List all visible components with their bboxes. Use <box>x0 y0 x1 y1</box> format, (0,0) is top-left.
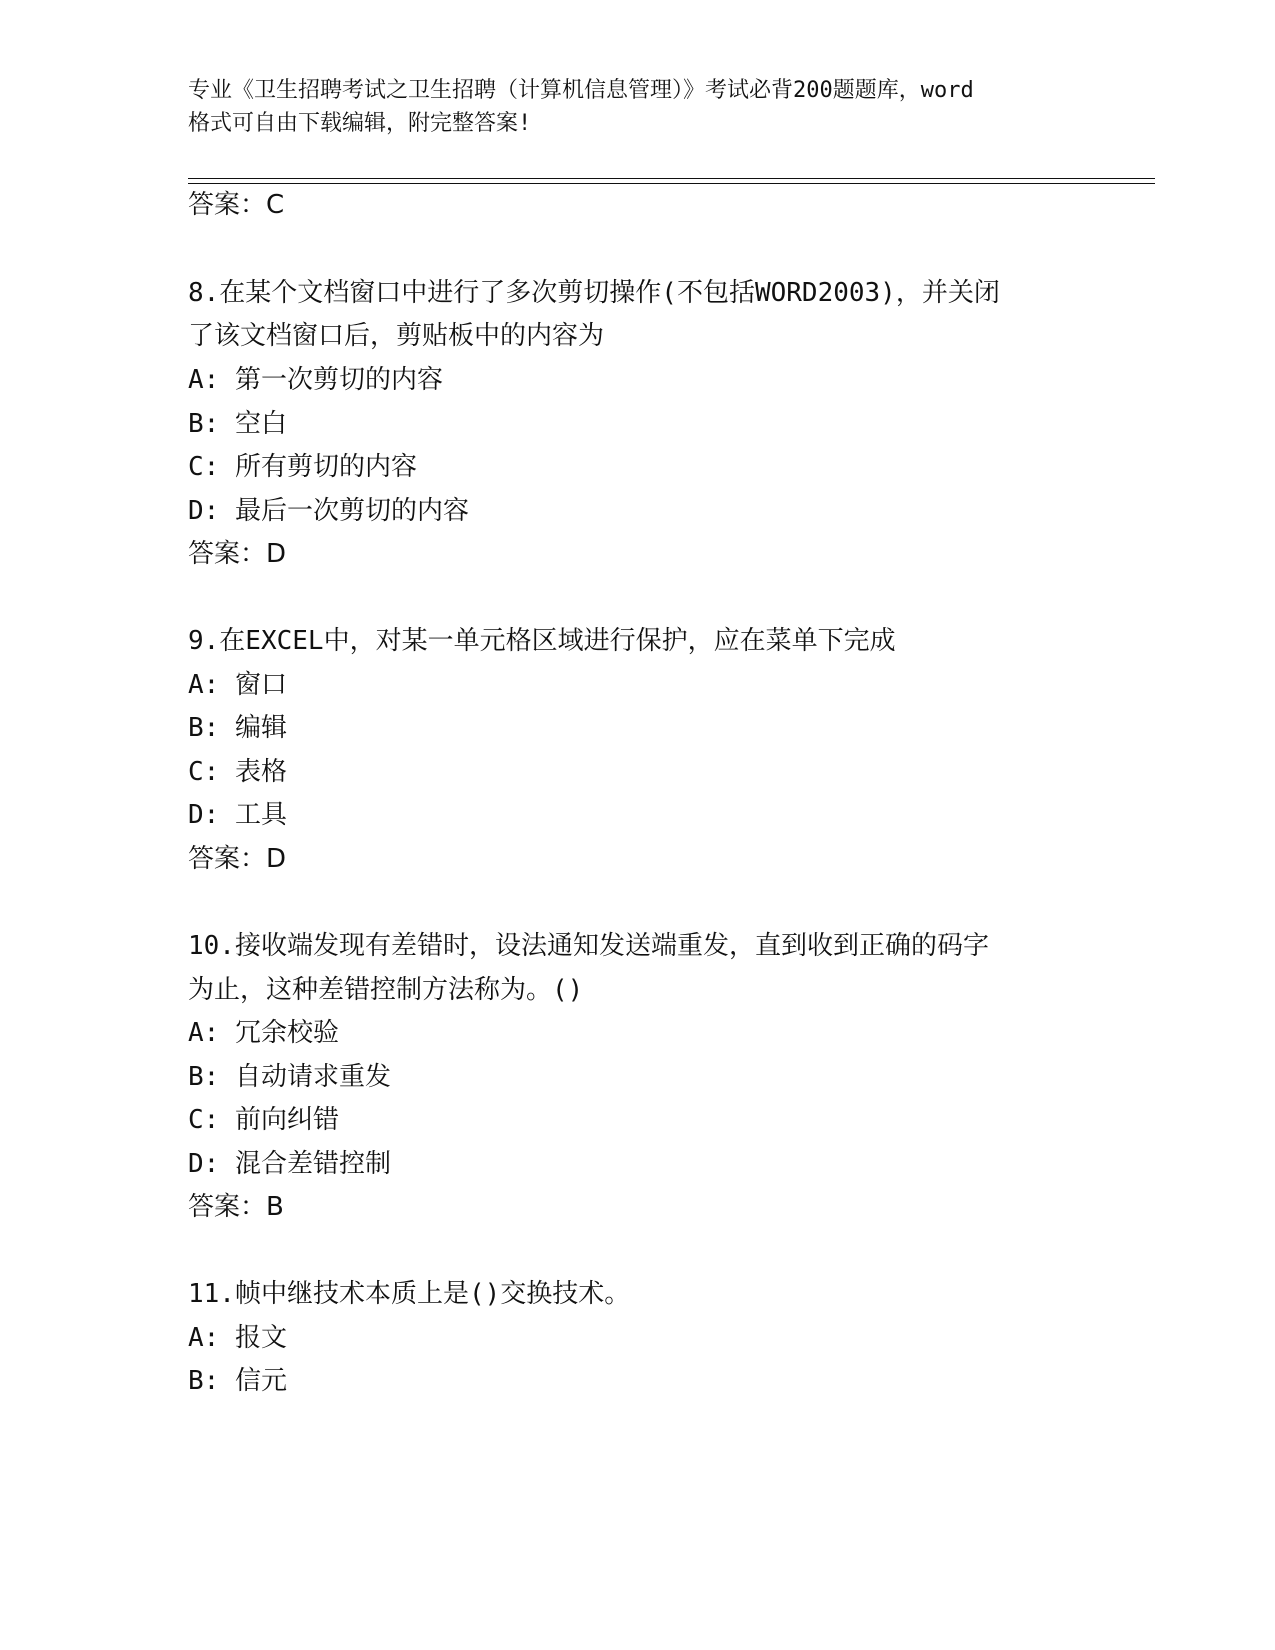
question-11-option-b: B: 信元 <box>188 1366 287 1396</box>
document-header <box>188 74 1088 140</box>
question-9-option-a: A: 窗口 <box>188 670 287 700</box>
question-11-text-line-1: 11.帧中继技术本质上是()交换技术。 <box>188 1279 631 1309</box>
question-9-option-b: B: 编辑 <box>188 713 287 743</box>
question-8-answer: 答案：D <box>188 539 287 569</box>
question-11-option-a: A: 报文 <box>188 1323 287 1353</box>
question-8-option-b: B: 空白 <box>188 409 287 439</box>
question-10-answer: 答案：B <box>188 1192 284 1222</box>
answer-line: 答案：C <box>188 190 285 220</box>
header-line-1: 专业《卫生招聘考试之卫生招聘（计算机信息管理）》考试必背200题题库，word <box>188 78 974 103</box>
header-divider-bottom <box>188 183 1155 184</box>
question-8-option-a: A: 第一次剪切的内容 <box>188 365 443 395</box>
question-8-text-line-2: 了该文档窗口后，剪贴板中的内容为 <box>188 321 605 351</box>
question-9-answer: 答案：D <box>188 844 287 874</box>
question-9-option-c: C: 表格 <box>188 757 287 787</box>
question-10-option-b: B: 自动请求重发 <box>188 1062 391 1092</box>
question-10-option-a: A: 冗余校验 <box>188 1018 339 1048</box>
question-10-option-d: D: 混合差错控制 <box>188 1149 391 1179</box>
header-line-2: 格式可自由下载编辑，附完整答案! <box>188 111 532 136</box>
question-8-option-d: D: 最后一次剪切的内容 <box>188 496 469 526</box>
question-9-option-d: D: 工具 <box>188 800 287 830</box>
question-10-text-line-2: 为止，这种差错控制方法称为。() <box>188 975 584 1005</box>
header-divider-top <box>188 178 1155 179</box>
question-8-option-c: C: 所有剪切的内容 <box>188 452 417 482</box>
question-10-option-c: C: 前向纠错 <box>188 1105 339 1135</box>
question-8-text-line-1: 8.在某个文档窗口中进行了多次剪切操作(不包括WORD2003)，并关闭 <box>188 278 1000 308</box>
question-10-text-line-1: 10.接收端发现有差错时，设法通知发送端重发，直到收到正确的码字 <box>188 931 989 961</box>
question-9-text-line-1: 9.在EXCEL中，对某一单元格区域进行保护，应在菜单下完成 <box>188 626 896 656</box>
